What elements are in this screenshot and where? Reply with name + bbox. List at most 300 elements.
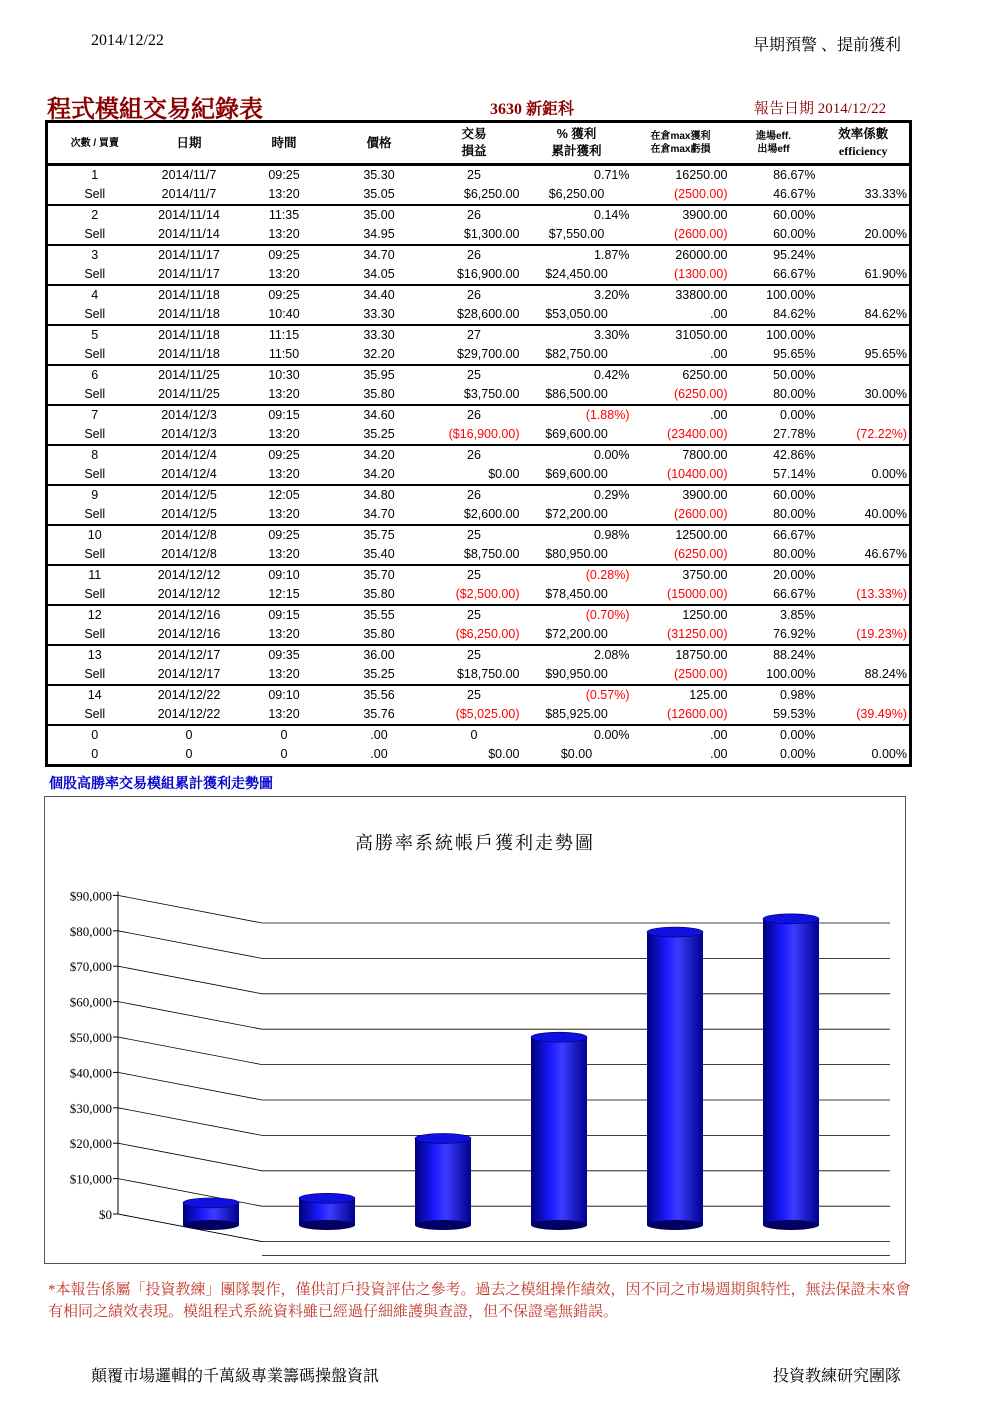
cell-qty: 25 xyxy=(467,168,481,182)
cell-empty xyxy=(818,685,911,705)
cell-cum: $0.00 xyxy=(522,745,632,766)
cell-empty xyxy=(818,485,911,505)
table-row xyxy=(47,285,911,305)
bar-bottom xyxy=(531,1220,587,1230)
cell-p1: 35.30 xyxy=(363,168,395,182)
cell-eff-out: 66.67% xyxy=(730,585,818,605)
cell-eff-in: 0.00% xyxy=(780,728,816,742)
cell-no: 6 xyxy=(91,368,99,382)
bar-bottom xyxy=(763,1220,819,1230)
cell-d1: 2014/12/12 xyxy=(157,568,221,582)
cell-no: 11 xyxy=(88,568,102,582)
table-row xyxy=(47,465,911,485)
gridline-slant xyxy=(118,1143,262,1171)
cell-maxp: 31050.00 xyxy=(675,328,728,342)
bar xyxy=(415,1138,471,1225)
cell-eff-in: 0.98% xyxy=(780,688,816,702)
table-row xyxy=(47,665,911,685)
cell-d2: 2014/12/12 xyxy=(142,585,237,605)
cell-cum: $6,250.00 xyxy=(522,185,632,205)
cell-pct: (1.88%) xyxy=(585,408,630,422)
cell-side: Sell xyxy=(47,305,142,325)
cell-pct: (0.28%) xyxy=(585,568,630,582)
cell-pnl: ($16,900.00) xyxy=(427,425,522,445)
y-tick-label: $0 xyxy=(99,1207,112,1222)
cell-side: Sell xyxy=(47,585,142,605)
table-row xyxy=(47,325,911,345)
header-efficiency xyxy=(818,122,911,165)
cell-maxl: (2600.00) xyxy=(632,505,730,525)
cell-qty: 26 xyxy=(467,248,481,262)
table-row xyxy=(47,585,911,605)
cell-cum: $69,600.00 xyxy=(522,425,632,445)
cell-d1: 2014/11/18 xyxy=(158,288,220,302)
cell-no: 2 xyxy=(91,208,99,222)
bar-bottom xyxy=(299,1220,355,1230)
cell-maxp: .00 xyxy=(710,408,728,422)
cell-maxp: 33800.00 xyxy=(675,288,728,302)
cell-side: Sell xyxy=(47,465,142,485)
cell-eff-in: 95.24% xyxy=(773,248,816,262)
cell-t2: 11:50 xyxy=(237,345,332,365)
cell-eff: 40.00% xyxy=(818,505,911,525)
cell-p2: 34.20 xyxy=(332,465,427,485)
cell-p1: 33.30 xyxy=(363,328,395,342)
cell-empty xyxy=(818,325,911,345)
y-tick-label: $10,000 xyxy=(69,1171,112,1187)
header-pnl xyxy=(427,122,522,165)
cell-d2: 2014/12/17 xyxy=(142,665,237,685)
cell-eff-in: 20.00% xyxy=(773,568,816,582)
cell-maxp: 125.00 xyxy=(689,688,728,702)
table-row xyxy=(47,385,911,405)
cell-no: 8 xyxy=(91,448,99,462)
cell-d2: 2014/12/16 xyxy=(142,625,237,645)
cell-eff-in: 50.00% xyxy=(773,368,816,382)
y-tick-label: $20,000 xyxy=(69,1136,112,1152)
cell-t1: 09:10 xyxy=(268,688,300,702)
cell-eff-out: 66.67% xyxy=(730,265,818,285)
cell-pnl: $3,750.00 xyxy=(427,385,522,405)
cell-maxl: (6250.00) xyxy=(632,385,730,405)
cell-p2: 35.76 xyxy=(332,705,427,725)
footer-left: 顛覆市場邏輯的千萬級專業籌碼操盤資訊 xyxy=(91,1368,380,1385)
cumulative-profit-chart xyxy=(45,797,905,1263)
cell-cum: $7,550.00 xyxy=(522,225,632,245)
cell-t1: 09:25 xyxy=(268,528,300,542)
table-row xyxy=(47,685,911,705)
cell-eff: (72.22%) xyxy=(818,425,911,445)
cell-t2: 13:20 xyxy=(237,545,332,565)
cell-empty xyxy=(818,205,911,225)
cell-p2: 34.05 xyxy=(332,265,427,285)
cell-maxp: 26000.00 xyxy=(675,248,728,262)
page-tagline: 早期預警 、提前獲利 xyxy=(752,37,901,54)
cell-cum: $86,500.00 xyxy=(522,385,632,405)
header-pnl-2: 損益 xyxy=(461,144,487,158)
cell-side: Sell xyxy=(47,345,142,365)
cell-p2: 33.30 xyxy=(332,305,427,325)
cell-eff: 88.24% xyxy=(818,665,911,685)
cell-d2: 2014/12/5 xyxy=(142,505,237,525)
cell-no: 14 xyxy=(87,688,102,702)
cell-p1: 35.00 xyxy=(363,208,395,222)
cell-eff-in: 60.00% xyxy=(773,208,816,222)
cell-t2: 13:20 xyxy=(237,665,332,685)
cell-side: Sell xyxy=(47,225,142,245)
cell-t2: 12:15 xyxy=(237,585,332,605)
cell-eff-in: 42.86% xyxy=(773,448,816,462)
cell-t2: 13:20 xyxy=(237,705,332,725)
table-row xyxy=(47,245,911,265)
header-maxpl-1: 在倉max獲利 xyxy=(650,131,711,142)
cell-d1: 2014/12/22 xyxy=(157,688,221,702)
cell-t1: 09:35 xyxy=(268,648,300,662)
cell-maxl: (31250.00) xyxy=(632,625,730,645)
table-row xyxy=(47,485,911,505)
cell-t1: 09:25 xyxy=(268,168,300,182)
cell-cum: $90,950.00 xyxy=(522,665,632,685)
cell-no: 9 xyxy=(91,488,99,502)
cell-t1: 12:05 xyxy=(268,488,300,502)
y-tick-label: $90,000 xyxy=(69,888,112,904)
cell-pnl: $16,900.00 xyxy=(427,265,522,285)
cell-pct: 0.14% xyxy=(594,208,630,222)
table-row xyxy=(47,625,911,645)
table-row xyxy=(47,225,911,245)
cell-empty xyxy=(818,725,911,745)
cell-no: 7 xyxy=(91,408,99,422)
cell-pnl: $29,700.00 xyxy=(427,345,522,365)
cell-eff-in: 100.00% xyxy=(766,288,816,302)
cell-maxp: 18750.00 xyxy=(675,648,728,662)
cell-p1: .00 xyxy=(370,728,388,742)
cell-maxp: 3750.00 xyxy=(682,568,728,582)
cell-p2: 34.95 xyxy=(332,225,427,245)
cell-p2: 35.40 xyxy=(332,545,427,565)
report-date-value: 2014/12/22 xyxy=(817,101,887,117)
cell-side: Sell xyxy=(47,425,142,445)
gridline-slant xyxy=(118,1002,262,1030)
y-tick-label: $30,000 xyxy=(69,1100,112,1116)
report-date-label: 報告日期 xyxy=(754,101,815,117)
table-row xyxy=(47,705,911,725)
cell-maxl: (2500.00) xyxy=(632,185,730,205)
cell-pct: 0.00% xyxy=(594,448,630,462)
cell-pct: 3.30% xyxy=(594,328,630,342)
cell-p1: 35.56 xyxy=(363,688,395,702)
cell-pct: 3.20% xyxy=(594,288,630,302)
cell-side: Sell xyxy=(47,265,142,285)
bar-top xyxy=(183,1198,239,1208)
cell-maxp: 3900.00 xyxy=(682,488,728,502)
cell-no: 10 xyxy=(87,528,102,542)
cell-qty: 26 xyxy=(467,288,481,302)
cell-empty xyxy=(818,525,911,545)
cell-cum: $72,200.00 xyxy=(522,505,632,525)
cell-eff-in: 100.00% xyxy=(766,328,816,342)
cell-maxp: 6250.00 xyxy=(682,368,728,382)
cell-qty: 25 xyxy=(467,528,481,542)
cell-pnl: $8,750.00 xyxy=(427,545,522,565)
cell-cum: $82,750.00 xyxy=(522,345,632,365)
cell-p2: 34.70 xyxy=(332,505,427,525)
cell-pnl: $6,250.00 xyxy=(427,185,522,205)
cell-eff-out: 0.00% xyxy=(730,745,818,766)
bar-bottom xyxy=(647,1220,703,1230)
cell-p2: 35.80 xyxy=(332,385,427,405)
cell-no: 13 xyxy=(87,648,102,662)
cell-eff-out: 46.67% xyxy=(730,185,818,205)
cell-no: 0 xyxy=(91,728,99,742)
cell-eff-in: 66.67% xyxy=(773,528,816,542)
cell-eff-out: 57.14% xyxy=(730,465,818,485)
cell-pnl: $0.00 xyxy=(427,745,522,766)
cell-p1: 35.55 xyxy=(363,608,395,622)
cell-eff: 0.00% xyxy=(818,465,911,485)
cell-cum: $53,050.00 xyxy=(522,305,632,325)
cell-eff: 46.67% xyxy=(818,545,911,565)
gridline-slant xyxy=(118,1108,262,1136)
cell-t2: 13:20 xyxy=(237,625,332,645)
table-row xyxy=(47,425,911,445)
cell-d1: 0 xyxy=(185,728,193,742)
cell-pct: (0.70%) xyxy=(585,608,630,622)
gridline-slant xyxy=(118,966,262,994)
cell-eff: 20.00% xyxy=(818,225,911,245)
cell-maxl: (12600.00) xyxy=(632,705,730,725)
header-eff-inout xyxy=(730,122,818,165)
cell-pnl: ($2,500.00) xyxy=(427,585,522,605)
cell-d1: 2014/12/17 xyxy=(157,648,221,662)
cell-eff-out: 84.62% xyxy=(730,305,818,325)
cell-p1: 36.00 xyxy=(363,648,395,662)
cell-p1: 35.70 xyxy=(363,568,395,582)
cell-empty xyxy=(818,605,911,625)
stock-label: 3630 新鉅科 xyxy=(490,101,575,118)
header-maxpl xyxy=(632,122,730,165)
cell-eff-in: 3.85% xyxy=(780,608,816,622)
cell-maxp: 3900.00 xyxy=(682,208,728,222)
cell-empty xyxy=(818,445,911,465)
cell-qty: 25 xyxy=(467,568,481,582)
gridline-slant xyxy=(118,931,262,959)
cell-no: 1 xyxy=(91,168,99,182)
cell-t1: 09:10 xyxy=(268,568,300,582)
table-row xyxy=(47,345,911,365)
cell-pnl: ($6,250.00) xyxy=(427,625,522,645)
cell-d1: 2014/11/7 xyxy=(161,168,217,182)
cell-eff-out: 100.00% xyxy=(730,665,818,685)
cell-cum: $72,200.00 xyxy=(522,625,632,645)
cell-eff-out: 27.78% xyxy=(730,425,818,445)
cell-maxl: .00 xyxy=(632,345,730,365)
cell-eff-in: 86.67% xyxy=(773,168,816,182)
cell-cum: $24,450.00 xyxy=(522,265,632,285)
cell-pnl: $0.00 xyxy=(427,465,522,485)
cell-empty xyxy=(818,285,911,305)
y-tick-label: $70,000 xyxy=(69,959,112,975)
cell-qty: 25 xyxy=(467,648,481,662)
cell-d1: 2014/11/14 xyxy=(158,208,220,222)
cell-d1: 2014/12/8 xyxy=(161,528,217,542)
cell-side: Sell xyxy=(47,625,142,645)
cell-d2: 2014/12/3 xyxy=(142,425,237,445)
cell-qty: 27 xyxy=(467,328,481,342)
bar-top xyxy=(415,1133,471,1143)
cell-t1: 09:15 xyxy=(268,408,300,422)
cell-t1: 10:30 xyxy=(268,368,300,382)
cell-empty xyxy=(818,565,911,585)
table-row xyxy=(47,165,911,186)
cell-pct: (0.57%) xyxy=(585,688,630,702)
cell-eff: 95.65% xyxy=(818,345,911,365)
cell-qty: 25 xyxy=(467,368,481,382)
table-row xyxy=(47,565,911,585)
cell-side: Sell xyxy=(47,185,142,205)
cell-qty: 26 xyxy=(467,208,481,222)
disclaimer: *本報告係屬「投資教練」團隊製作，僅供訂戶投資評估之參考。過去之模組操作績效，因不同之市場週期與特性，無法保證未來會有相同之績效表現。模組程式系統資料雖已經過仔細維護與查證，但不保證毫無錯誤。 xyxy=(48,1282,911,1320)
cell-maxl: (10400.00) xyxy=(632,465,730,485)
cell-d2: 2014/11/25 xyxy=(142,385,237,405)
cell-eff-out: 80.00% xyxy=(730,545,818,565)
cell-p2: 35.05 xyxy=(332,185,427,205)
cell-no: 3 xyxy=(91,248,99,262)
cell-eff-in: 60.00% xyxy=(773,488,816,502)
cell-eff-out: 59.53% xyxy=(730,705,818,725)
trade-body xyxy=(47,165,911,766)
cell-p1: 34.20 xyxy=(363,448,395,462)
table-row xyxy=(47,545,911,565)
cell-p2: 35.80 xyxy=(332,585,427,605)
cell-eff: (39.49%) xyxy=(818,705,911,725)
cell-qty: 26 xyxy=(467,488,481,502)
cell-d1: 2014/12/5 xyxy=(161,488,217,502)
y-tick-label: $50,000 xyxy=(69,1030,112,1045)
cell-maxl: (1300.00) xyxy=(632,265,730,285)
header-eff-1: 進場eff. xyxy=(756,131,791,142)
cell-t2: 13:20 xyxy=(237,465,332,485)
cell-empty xyxy=(818,405,911,425)
cell-no: 4 xyxy=(91,288,99,302)
cell-eff: 84.62% xyxy=(818,305,911,325)
cell-p1: 34.80 xyxy=(363,488,395,502)
cell-eff-in: 88.24% xyxy=(773,648,816,662)
cell-cum: $69,600.00 xyxy=(522,465,632,485)
cell-t2: 13:20 xyxy=(237,425,332,445)
cell-eff-in: 0.00% xyxy=(780,408,816,422)
cell-eff: 61.90% xyxy=(818,265,911,285)
cell-p2: 32.20 xyxy=(332,345,427,365)
cell-t1: 09:25 xyxy=(268,288,300,302)
cell-p1: 35.75 xyxy=(363,528,395,542)
cell-d1: 2014/11/17 xyxy=(158,248,220,262)
cell-p1: 34.60 xyxy=(363,408,395,422)
cell-eff-out: 60.00% xyxy=(730,225,818,245)
cell-t2: 13:20 xyxy=(237,225,332,245)
cell-t2: 10:40 xyxy=(237,305,332,325)
cell-pct: 0.42% xyxy=(594,368,630,382)
cell-maxp: 16250.00 xyxy=(675,168,728,182)
cell-empty xyxy=(818,165,911,186)
table-header-row xyxy=(47,122,911,165)
cell-no: 12 xyxy=(87,608,102,622)
cell-eff-out: 80.00% xyxy=(730,385,818,405)
bar xyxy=(647,932,703,1225)
cell-maxl: (23400.00) xyxy=(632,425,730,445)
cell-qty: 26 xyxy=(467,448,481,462)
cell-cum: $85,925.00 xyxy=(522,705,632,725)
footer-right: 投資教練研究團隊 xyxy=(772,1368,901,1385)
cell-maxl: (15000.00) xyxy=(632,585,730,605)
bar-top xyxy=(763,914,819,924)
bar-top xyxy=(531,1032,587,1042)
table-row xyxy=(47,265,911,285)
table-row xyxy=(47,445,911,465)
cell-maxl: (6250.00) xyxy=(632,545,730,565)
cell-side: Sell xyxy=(47,705,142,725)
cell-d2: 2014/11/17 xyxy=(142,265,237,285)
cell-d1: 2014/12/16 xyxy=(157,608,221,622)
cell-t2: 13:20 xyxy=(237,185,332,205)
cell-side: Sell xyxy=(47,665,142,685)
bar-bottom xyxy=(183,1220,239,1230)
header-eff-2: 出場eff xyxy=(757,144,790,155)
cell-d1: 2014/12/3 xyxy=(161,408,217,422)
cell-t1: 11:35 xyxy=(268,208,300,222)
header-trade-no: 次數 / 買賣 xyxy=(47,122,142,165)
y-tick-label: $40,000 xyxy=(69,1065,112,1081)
cell-empty xyxy=(818,365,911,385)
cell-pnl: $18,750.00 xyxy=(427,665,522,685)
chart-title: 高勝率系統帳戶獲利走勢圖 xyxy=(355,833,595,854)
cell-pnl: $28,600.00 xyxy=(427,305,522,325)
cell-eff: 30.00% xyxy=(818,385,911,405)
cell-qty: 0 xyxy=(470,728,478,742)
cell-t1: 11:15 xyxy=(268,328,300,342)
cell-d1: 2014/12/4 xyxy=(161,448,217,462)
cell-pnl: $1,300.00 xyxy=(427,225,522,245)
cell-eff-out: 95.65% xyxy=(730,345,818,365)
cell-eff: (19.23%) xyxy=(818,625,911,645)
cell-p1: 34.40 xyxy=(363,288,395,302)
table-row xyxy=(47,205,911,225)
cell-t1: 0 xyxy=(280,728,288,742)
y-tick-label: $60,000 xyxy=(69,994,112,1010)
cell-d2: 2014/12/4 xyxy=(142,465,237,485)
cell-maxl: .00 xyxy=(632,305,730,325)
header-efficiency-2: efficiency xyxy=(838,144,888,158)
cell-p1: 34.70 xyxy=(363,248,395,262)
chart-caption: 個股高勝率交易模組累計獲利走勢圖 xyxy=(49,775,273,791)
cell-pct: 2.08% xyxy=(594,648,630,662)
y-tick-label: $80,000 xyxy=(69,923,112,939)
cell-side: 0 xyxy=(47,745,142,766)
cell-maxl: .00 xyxy=(632,745,730,766)
cell-d1: 2014/11/18 xyxy=(158,328,220,342)
bar xyxy=(531,1037,587,1225)
table-row xyxy=(47,645,911,665)
report-title: 程式模組交易紀錄表 xyxy=(47,97,263,123)
cell-pct: 0.29% xyxy=(594,488,630,502)
bar-top xyxy=(299,1193,355,1203)
page-date: 2014/12/22 xyxy=(91,32,164,49)
cell-cum: $78,450.00 xyxy=(522,585,632,605)
header-pct xyxy=(522,122,632,165)
table-row xyxy=(47,525,911,545)
cell-d2: 2014/11/18 xyxy=(142,305,237,325)
cell-t2: 13:20 xyxy=(237,385,332,405)
